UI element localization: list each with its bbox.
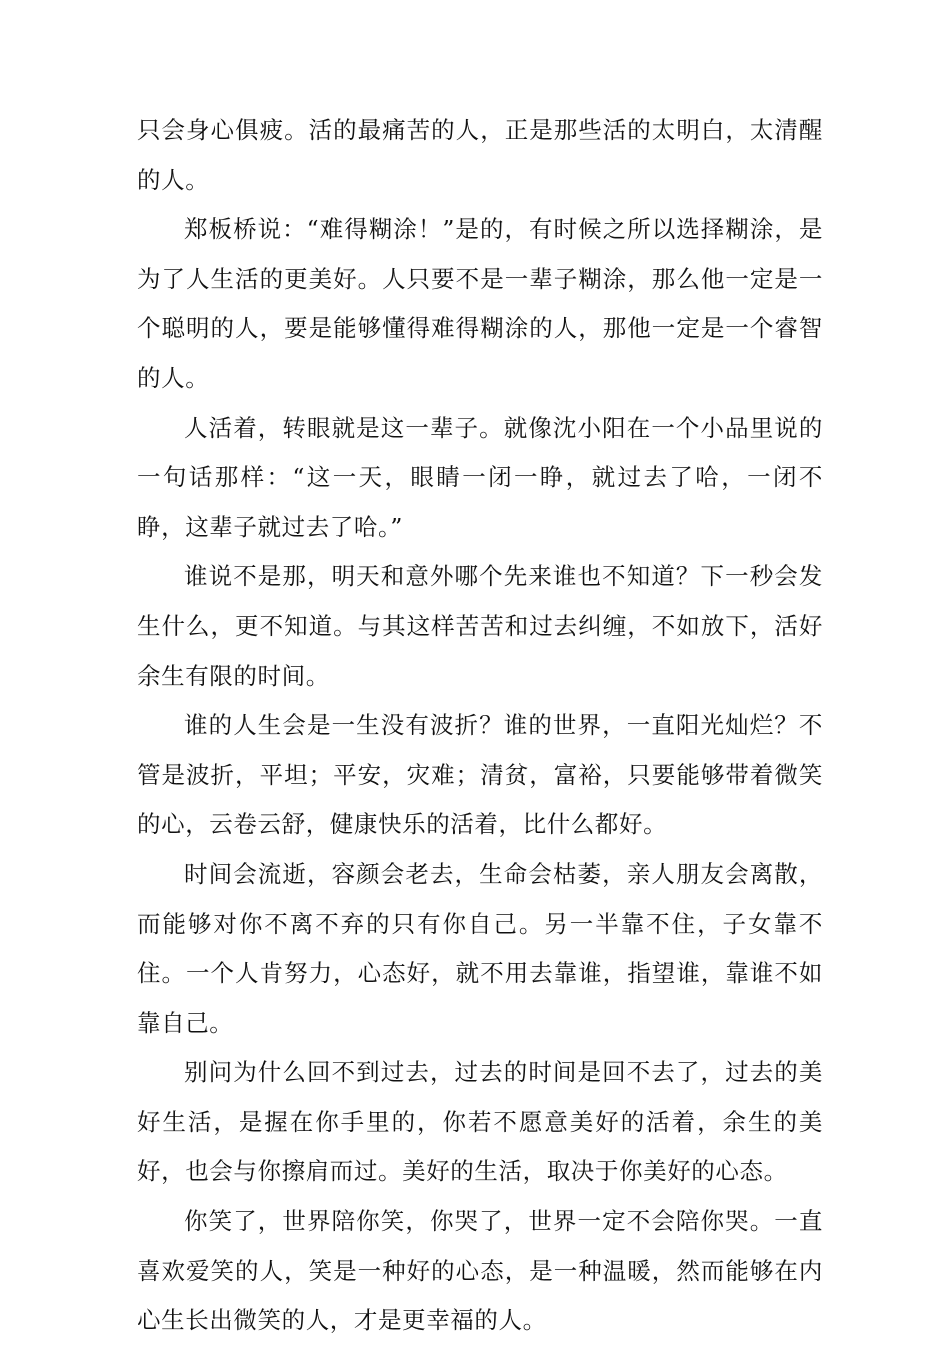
- paragraph-4: 谁说不是那，明天和意外哪个先来谁也不知道？下一秒会发生什么，更不知道。与其这样苦苦和过去纠缠，不如放下，活好余生有限的时间。: [137, 562, 823, 690]
- paragraph-3: 人活着，转眼就是这一辈子。就像沈小阳在一个小品里说的一句话那样：“这一天，眼睛一闭一睁，就过去了哈，一闭不睁，这辈子就过去了哈。”: [137, 413, 823, 541]
- document-body: [137, 106, 823, 1346]
- paragraph-6: 时间会流逝，容颜会老去，生命会枯萎，亲人朋友会离散，而能够对你不离不弃的只有你自己。另一半靠不住，子女靠不住。一个人肯努力，心态好，就不用去靠谁，指望谁，靠谁不如靠自己。: [137, 859, 823, 1037]
- paragraph-7: 别问为什么回不到过去，过去的时间是回不去了，过去的美好生活，是握在你手里的，你若不愿意美好的活着，余生的美好，也会与你擦肩而过。美好的生活，取决于你美好的心态。: [137, 1058, 823, 1186]
- paragraph-1: 只会身心俱疲。活的最痛苦的人，正是那些活的太明白，太清醒的人。: [137, 116, 823, 194]
- paragraph-2: 郑板桥说：“难得糊涂！”是的，有时候之所以选择糊涂，是为了人生活的更美好。人只要不是一辈子糊涂，那么他一定是一个聪明的人，要是能够懂得难得糊涂的人，那他一定是一个睿智的人。: [137, 215, 823, 392]
- paragraph-5: 谁的人生会是一生没有波折？谁的世界，一直阳光灿烂？不管是波折，平坦；平安，灾难；清贫，富裕，只要能够带着微笑的心，云卷云舒，健康快乐的活着，比什么都好。: [137, 711, 823, 839]
- paragraph-8: 你笑了，世界陪你笑，你哭了，世界一定不会陪你哭。一直喜欢爱笑的人，笑是一种好的心态，是一种温暖，然而能够在内心生长出微笑的人，才是更幸福的人。: [137, 1207, 823, 1335]
